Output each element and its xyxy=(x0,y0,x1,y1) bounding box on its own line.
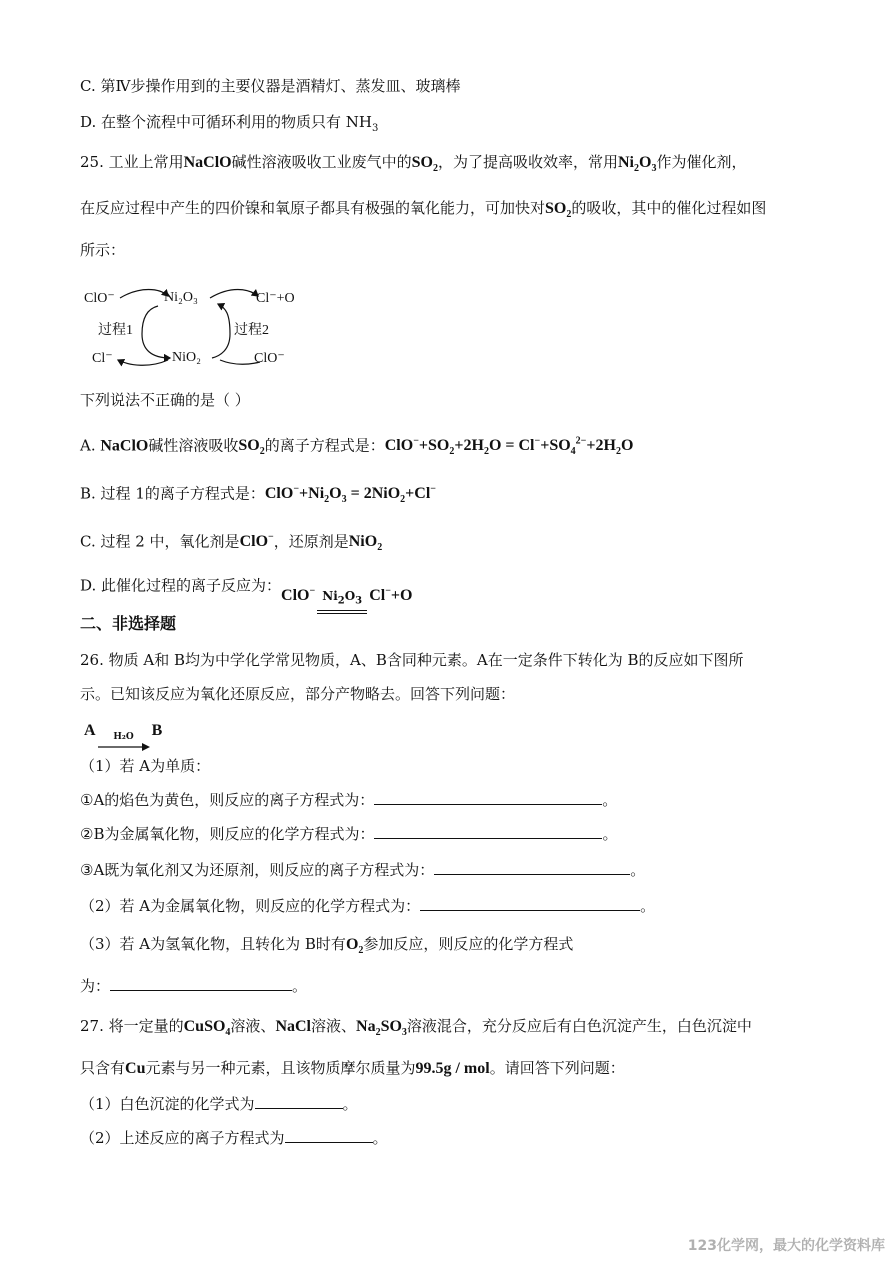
q26-part1: （1）若 A为单质： xyxy=(80,757,211,775)
answer-blank[interactable] xyxy=(374,824,602,839)
label-nio2: NiO₂ xyxy=(172,350,201,365)
q26-part1-1: ①A的焰色为黄色，则反应的离子方程式为： 。 xyxy=(80,791,618,809)
label-cl-bottom: Cl⁻ xyxy=(92,351,113,366)
q25-stem-line3: 所示： xyxy=(80,241,126,259)
answer-blank[interactable] xyxy=(110,976,292,991)
section-heading: 二、非选择题 xyxy=(80,614,177,633)
q26-reaction-arrow: A H₂O B xyxy=(84,720,162,751)
catalytic-cycle-diagram xyxy=(80,284,320,374)
answer-blank[interactable] xyxy=(255,1094,343,1109)
q25-option-b: B. 过程 1的离子方程式是：$ClO^-+Ni_2O_3 = 2NiO_2+Cl^-$ xyxy=(80,484,436,506)
answer-blank[interactable] xyxy=(374,790,602,805)
answer-blank[interactable] xyxy=(420,896,640,911)
q24-option-c: C. 第Ⅳ步操作用到的主要仪器是酒精灯、蒸发皿、玻璃棒 xyxy=(80,77,461,95)
q25-option-d: D. 此催化过程的离子反应为：ClO− $Ni_2O_3$ Cl−+O xyxy=(80,572,412,608)
q26-stem-line1: 26. 物质 A和 B均为中学化学常见物质，A、B含同种元素。A在一定条件下转化为 B的反应如下图所 xyxy=(80,651,744,669)
q27-part1: （1）白色沉淀的化学式为 。 xyxy=(80,1095,358,1113)
q26-part3: （3）若 A为氢氧化物，且转化为 B时有$O_2$参加反应，则反应的化学方程式 xyxy=(80,935,574,957)
answer-blank[interactable] xyxy=(434,860,630,875)
watermark: 123化学网，最大的化学资料库 xyxy=(687,1238,885,1254)
label-clo-top: ClO⁻ xyxy=(84,291,115,306)
label-cl-o: Cl⁻+O xyxy=(256,291,295,306)
q25-option-c: C. 过程 2 中，氧化剂是ClO−，还原剂是NiO$_2$ xyxy=(80,532,383,554)
label-process2: 过程2 xyxy=(234,323,269,338)
q25-question: 下列说法不正确的是（ ） xyxy=(80,391,250,409)
label-process1: 过程1 xyxy=(98,323,133,338)
q26-part2: （2）若 A为金属氧化物，则反应的化学方程式为： 。 xyxy=(80,897,656,915)
q26-part3-answer: 为： 。 xyxy=(80,977,308,995)
q25-stem-line1: 25. 工业上常用NaClO碱性溶液吸收工业废气中的$SO_2$，为了提高吸收效率，常用$Ni_2O_3$作为催化剂， xyxy=(80,153,747,175)
label-ni2o3: Ni₂O₃ xyxy=(164,290,198,305)
q25-stem-line2: 在反应过程中产生的四价镍和氧原子都具有极强的氧化能力，可加快对$SO_2$的吸收，其中的催化过程如图 xyxy=(80,199,767,221)
q26-stem-line2: 示。已知该反应为氧化还原反应，部分产物略去。回答下列问题： xyxy=(80,685,516,703)
q26-part1-3: ③A既为氧化剂又为还原剂，则反应的离子方程式为： 。 xyxy=(80,861,646,879)
q26-part1-2: ②B为金属氧化物，则反应的化学方程式为： 。 xyxy=(80,825,618,843)
label-clo-bottom: ClO⁻ xyxy=(254,351,285,366)
answer-blank[interactable] xyxy=(285,1128,373,1143)
q27-part2: （2）上述反应的离子方程式为 。 xyxy=(80,1129,388,1147)
q25-option-a: A. NaClO碱性溶液吸收$SO_2$的离子方程式是：$ClO^-+SO_2+2H_2O = Cl^-+SO_4^{2-}+2H_2O$ xyxy=(80,436,634,458)
reaction-arrow-icon xyxy=(98,743,150,751)
q27-stem-line2: 只含有Cu元素与另一种元素，且该物质摩尔质量为99.5g / mol。请回答下列问题： xyxy=(80,1059,625,1077)
q27-stem-line1: 27. 将一定量的CuSO$_4$溶液、NaCl溶液、$Na_2SO_3$溶液混合，充分反应后有白色沉淀产生，白色沉淀中 xyxy=(80,1017,752,1039)
q24-option-d: D. 在整个流程中可循环利用的物质只有 $NH_3$ xyxy=(80,113,379,134)
